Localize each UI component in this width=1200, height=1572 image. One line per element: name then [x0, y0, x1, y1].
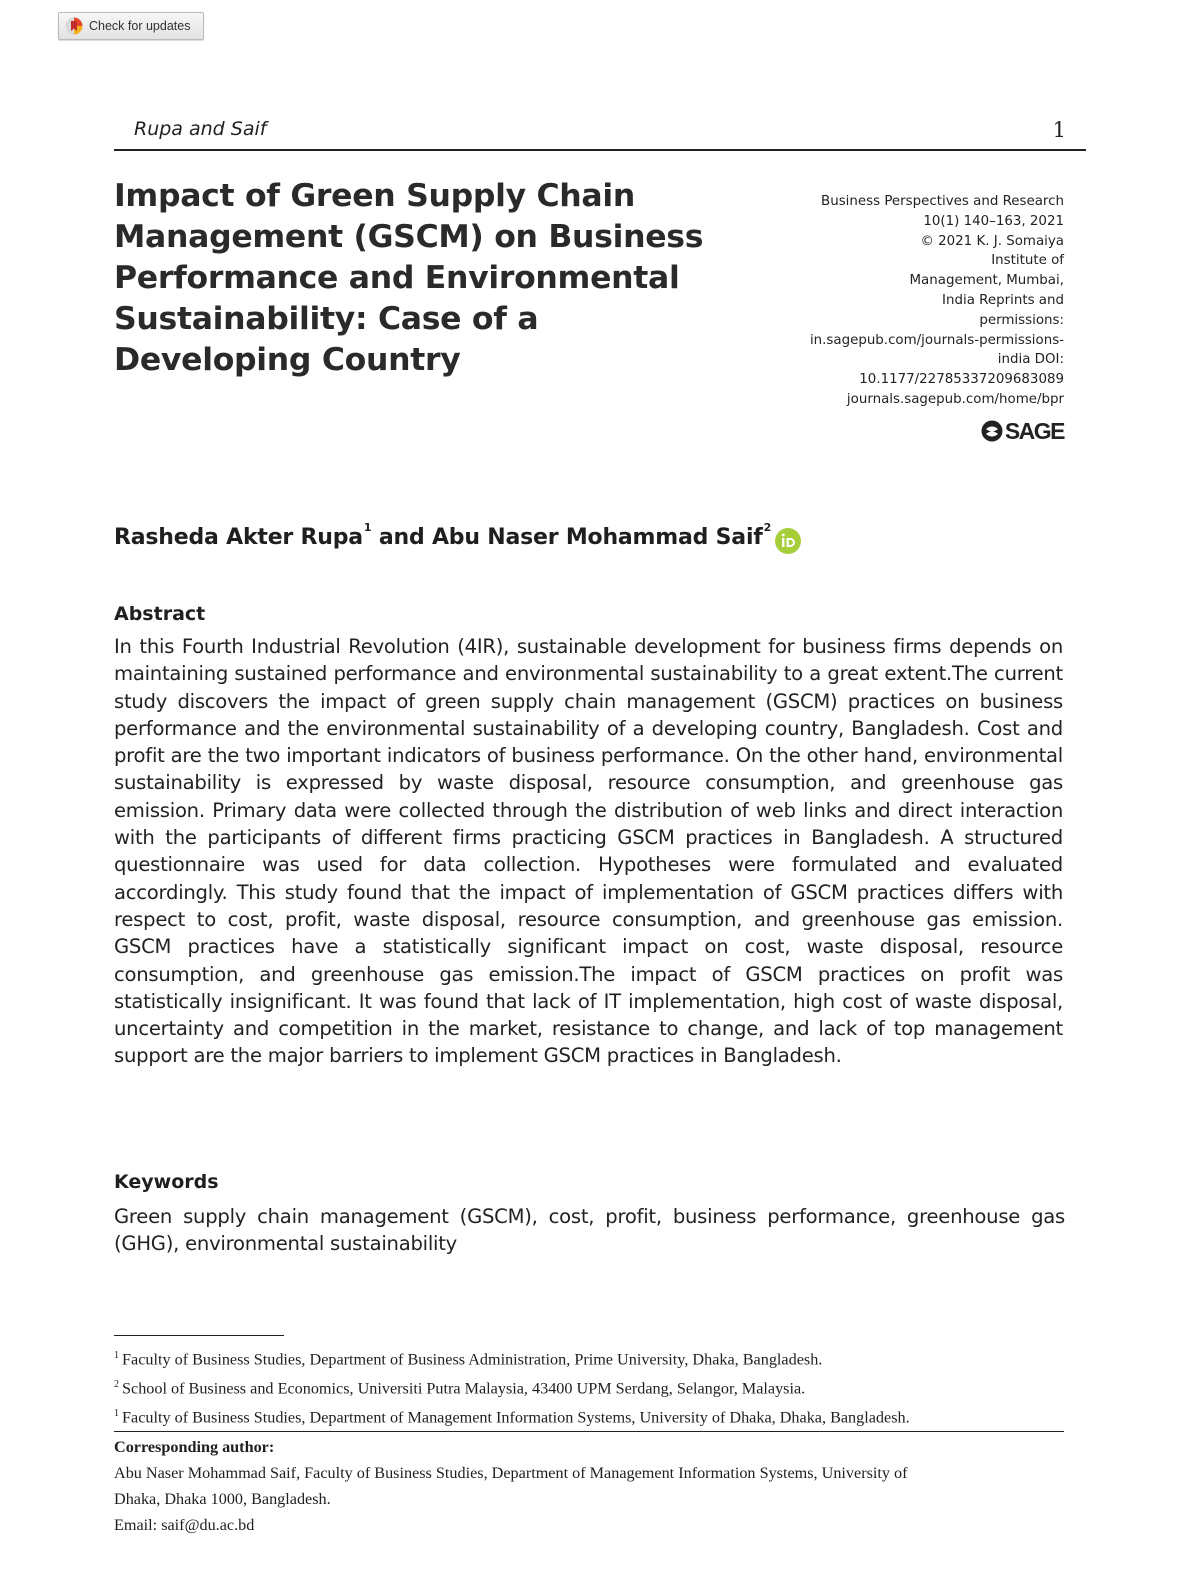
corresponding-rule	[114, 1431, 1064, 1432]
footnote	[114, 1399, 1074, 1428]
affiliation-marker: 2	[763, 521, 772, 534]
abstract-text: In this Fourth Industrial Revolution (4IR), sustainable development for business firms depends on maintaining sustained performance and environmental sustainability to a great extent.The current study discovers the impact of green supply chain management (GSCM) practices on business performance and the environmental sustainability of a developing country, Bangladesh. Cost and profit are the two important indicators of business performance. On the other hand, environmental sustainability is expressed by waste disposal, resource consumption, and greenhouse gas emission. Primary data were collected through the distribution of web links and direct interaction with the participants of different firms practicing GSCM practices in Bangladesh. A structured questionnaire was used for data collection. Hypotheses were formulated and evaluated accordingly. This study found that the impact of implementation of GSCM practices differs with respect to cost, profit, waste disposal, resource consumption, and greenhouse gas emission. GSCM practices have a statistically significant impact on cost, waste disposal, resource consumption, and greenhouse gas emission.The impact of GSCM practices on profit was statistically insignificant. It was found that lack of IT implementation, high cost of waste disposal, uncertainty and competition in the market, resistance to change, and lack of top management support are the major barriers to implement GSCM practices in Bangladesh.	[114, 635, 1063, 1068]
article-title: Impact of Green Supply Chain Management (GSCM) on Business Performance and Environmental Sustainability: Case of a Developing Country	[114, 178, 704, 378]
journal-info-line: © 2021 K. J. Somaiya	[920, 233, 1064, 249]
abstract-heading: Abstract	[114, 603, 206, 625]
footnote-text: Faculty of Business Studies, Department of Management Information Systems, University of Dhaka, Dhaka, Bangladesh.	[122, 1408, 910, 1427]
footnote-marker: 1	[114, 1350, 119, 1361]
journal-info-line: in.sagepub.com/journals-permissions-	[809, 332, 1064, 348]
sage-mark-icon	[981, 420, 1003, 442]
journal-info-line: permissions:	[979, 312, 1064, 328]
journal-info-line: 10(1) 140–163, 2021	[923, 213, 1064, 229]
footnote-marker: 2	[114, 1379, 119, 1390]
footnote-rule	[114, 1335, 284, 1336]
keywords-text: Green supply chain management (GSCM), cost, profit, business performance, greenhouse gas (GHG), environmental sustainability	[114, 1205, 1065, 1255]
corresponding-heading: Corresponding author:	[114, 1438, 275, 1456]
corresponding-author	[114, 1434, 1064, 1538]
author-name: Abu Naser Mohammad Saif	[431, 525, 763, 550]
footnote-text: Faculty of Business Studies, Department of Business Administration, Prime University, Dhaka, Bangladesh.	[122, 1350, 823, 1369]
page-number: 1	[1052, 118, 1066, 142]
orcid-icon[interactable]	[774, 527, 802, 555]
journal-info-line: Management, Mumbai,	[909, 273, 1064, 289]
footnote	[114, 1341, 1074, 1370]
author-line	[114, 521, 802, 555]
journal-info	[784, 192, 1064, 410]
running-head: Rupa and Saif	[134, 118, 267, 140]
corresponding-address: Dhaka, Dhaka 1000, Bangladesh.	[114, 1490, 331, 1508]
journal-info-line: India Reprints and	[942, 292, 1064, 308]
journal-info-line: journals.sagepub.com/home/bpr	[846, 391, 1064, 407]
journal-info-line: Institute of	[991, 253, 1064, 269]
corresponding-email[interactable]: Email: saif@du.ac.bd	[114, 1516, 255, 1534]
check-for-updates-button[interactable]	[58, 12, 204, 40]
journal-info-line: india DOI:	[997, 352, 1064, 368]
check-for-updates-label: Check for updates	[89, 19, 191, 33]
sage-wordmark: SAGE	[1004, 417, 1064, 444]
footnote	[114, 1370, 1074, 1399]
crossmark-icon	[65, 17, 83, 35]
author-connector: and	[371, 525, 432, 550]
affiliation-marker: 1	[363, 521, 372, 534]
footnote-marker: 1	[114, 1408, 119, 1419]
author-name: Rasheda Akter Rupa	[114, 525, 363, 550]
corresponding-address: Abu Naser Mohammad Saif, Faculty of Business Studies, Department of Management Information Systems, University of	[114, 1464, 908, 1482]
header-rule	[114, 149, 1086, 151]
journal-info-line: 10.1177/22785337209683089	[859, 372, 1064, 388]
footnotes	[114, 1341, 1074, 1428]
footnote-text: School of Business and Economics, Universiti Putra Malaysia, 43400 UPM Serdang, Selangor, Malaysia.	[122, 1379, 806, 1398]
keywords-heading: Keywords	[114, 1171, 219, 1193]
sage-logo	[981, 418, 1064, 444]
journal-info-line: Business Perspectives and Research	[821, 194, 1064, 209]
